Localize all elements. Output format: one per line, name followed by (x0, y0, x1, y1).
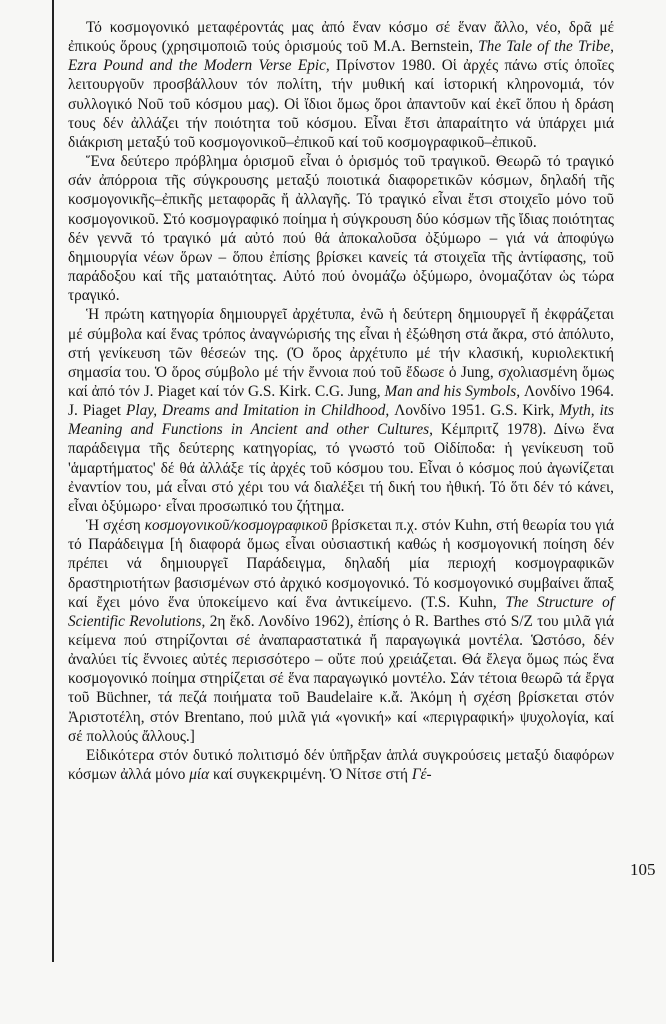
paragraph (68, 746, 614, 784)
text-run: Κέμπριτζ 1978). Δίνω ἕνα παράδειγμα τῆς δεύτερης κατηγορίας, τό γνωστό τοῦ Οἰδίποδα: ἡ γενίκευση τοῦ 'ἁμαρτήματος' δέ θά ἀλλάξε τίς ἀρχές τοῦ κόσμου του. Εἶναι ὁ κόσμος πού ἀγωνίζεται ἐναντίον του, μά εἶναι στό χέρι του νά διαλέξει τή δική του ἠθική. Τό ὅτι δέν τό κάνει, εἶναι ὀξύμωρο· εἶναι προσωπικό του ζήτημα. (68, 421, 614, 515)
text-run: Λονδίνο 1964. J. Piaget (68, 382, 614, 420)
text-run: Πρίνστον 1980. Οἱ ἀρχές πάνω στίς ὁποῖες λειτουργοῦν προσβάλλουν τόν πολίτη, τήν μυθική καί ἱστορική κληρονομιά, τόν συλλογικό Νοῦ τοῦ κόσμου μας). Οἱ ἴδιοι ὅμως ὅροι ἀπαντοῦν καί ἐκεῖ ὅπου ἡ δράση τους δέν ἀλλάζει τήν ποιότητα τοῦ κόσμου. Εἶναι ἔτσι ἀπαραίτητο νά ὑπάρχει μιά διάκριση μεταξύ τοῦ κοσμογονικοῦ–ἐπικοῦ καί τοῦ κοσμογραφικοῦ–ἐπικοῦ. (68, 57, 614, 151)
paragraph (68, 305, 614, 516)
text-run: Ἡ σχέση (86, 517, 145, 535)
text-run: Τό κοσμογονικό μεταφέροντάς μας ἀπό ἕναν κόσμο σέ ἕναν ἄλλο, νέο, δρᾶ μέ ἐπικούς ὅρους (χρησιμοποιῶ τούς ὁρισμούς τοῦ M.A. Bernstein, (68, 19, 614, 56)
italic-text: μία (189, 766, 210, 784)
italic-text: Play, Dreams and Imitation in Childhood, (126, 402, 390, 420)
page-text (68, 18, 614, 784)
italic-text: The Tale of the Tribe, Ezra Pound and the Modern Verse Epic, (68, 38, 614, 75)
paragraph (68, 152, 614, 305)
text-run: Ἕνα δεύτερο πρόβλημα ὁρισμοῦ εἶναι ὁ ὁρισμός τοῦ τραγικοῦ. Θεωρῶ τό τραγικό σάν ἀπόρροια τῆς σύγκρουσης μεταξύ ποιοτικά διαφορετικῶν κόσμων, δηλαδή τῆς κοσμογονικῆς–ἐπικῆς μεταφορᾶς ἤ ἀλλαγῆς. Τό τραγικό εἶναι ἔτσι στοιχεῖο μόνο τοῦ κοσμογονικοῦ. Στό κοσμογραφικό ποίημα ἡ σύγκρουση δύο κόσμων τῆς ἴδιας ποιότητας δέν γεννᾶ τό τραγικό μά αὐτό πού θά ἀποκαλοῦσα ὀξύμωρο – γιά νά ἀποφύγω δημιουργία νέων ὅρων – ὅπου ἐπίσης βρίσκει κανείς τά στοιχεῖα τῆς ἀντίφασης, τοῦ παράδοξου καί τῆς ματαιότητας. Αὐτό πού ὀνομάζω ὀξύμωρο, ὀνομαζόταν ὡς τώρα τραγικό. (68, 153, 614, 305)
text-run: βρίσκεται π.χ. στόν Kuhn, στή θεωρία του γιά τό Παράδειγμα [ἡ διαφορά ὅμως εἶναι οὐσιαστική καθώς ἡ κοσμογονική ποίηση δέν πρέπει νά δημιουργεῖ Παράδειγμα, δηλαδή μία περιοχή κοσμογραφικῶν δραστηριοτήτων βασισμένων στό ἀρχικό κοσμογονικό. Τό κοσμογονικό συμβαίνει ἅπαξ καί ἔχει μόνο ἕνα ὑποκείμενο καί ἕνα ἀντικείμενο. (T.S. Kuhn, (68, 517, 615, 611)
paragraph (68, 516, 614, 746)
italic-text: Γέ- (411, 766, 432, 784)
page-number: 105 (630, 860, 656, 879)
text-run: Εἰδικότερα στόν δυτικό πολιτισμό δέν ὑπῆρξαν ἁπλά συγκρούσεις μεταξύ διαφόρων κόσμων ἀλλά μόνο (68, 746, 614, 784)
text-run: Ἡ πρώτη κατηγορία δημιουργεῖ ἀρχέτυπα, ἐνῶ ἡ δεύτερη δημιουργεῖ ἤ ἐκφράζεται μέ σύμβολα καί ἕνας τρόπος ἀναγνώρισής της εἶναι ἡ ἐξώθηση στά ἄκρα, στό ἀπόλυτο, στή γενίκευση τῶν θέσεών της. (Ὁ ὅρος ἀρχέτυπο μέ τήν κλασική, κυριολεκτική σημασία του. Ὁ ὅρος σύμβολο μέ τήν ἔννοια πού τοῦ ἔδωσε ὁ Jung, σχολιασμένη ὅμως καί ἀπό τόν J. Piaget καί τόν G.S. Kirk. C.G. Jung, (68, 306, 614, 400)
margin-rule (52, 0, 54, 962)
paragraph (68, 18, 614, 152)
italic-text: κοσμογονικοῦ/κοσμογραφικοῦ (144, 517, 328, 535)
italic-text: Myth, its Meaning and Functions in Ancient and other Cultures, (68, 402, 614, 439)
text-run: Λονδίνο 1951. G.S. Kirk, (389, 402, 560, 420)
text-run: καί συγκεκριμένη. Ὁ Νίτσε στή (209, 766, 412, 784)
text-run: 2η ἔκδ. Λονδίνο 1962), ἐπίσης ὁ R. Barthes στό S/Z του μιλᾶ γιά κείμενα πού στηρίζονται σέ ἀναπαραστατικά ἤ παραγωγικά μοντέλα. Ὡστόσο, δέν ἀναλύει τίς ἔννοιες αὐτές περισσότερο – οὔτε πού χρειάζεται. Θά ἔλεγα ὅμως πώς ἕνα κοσμογονικό ποίημα στηρίζεται σέ ἕνα παραγωγικό μοντέλο. Σάν τέτοια θεωρῶ τά ἔργα τοῦ Büchner, τά πεζά ποιήματα τοῦ Baudelaire κ.ἄ. Ἀκόμη ἡ σχέση βρίσκεται στόν Ἀριστοτέλη, στόν Brentano, πού μιλᾶ γιά «γονική» καί «περιγραφική» ψυχολογία, καί σέ πολλούς ἄλλους.] (68, 612, 614, 745)
italic-text: Man and his Symbols, (384, 382, 521, 400)
italic-text: The Structure of Scientific Revolutions, (68, 593, 614, 630)
